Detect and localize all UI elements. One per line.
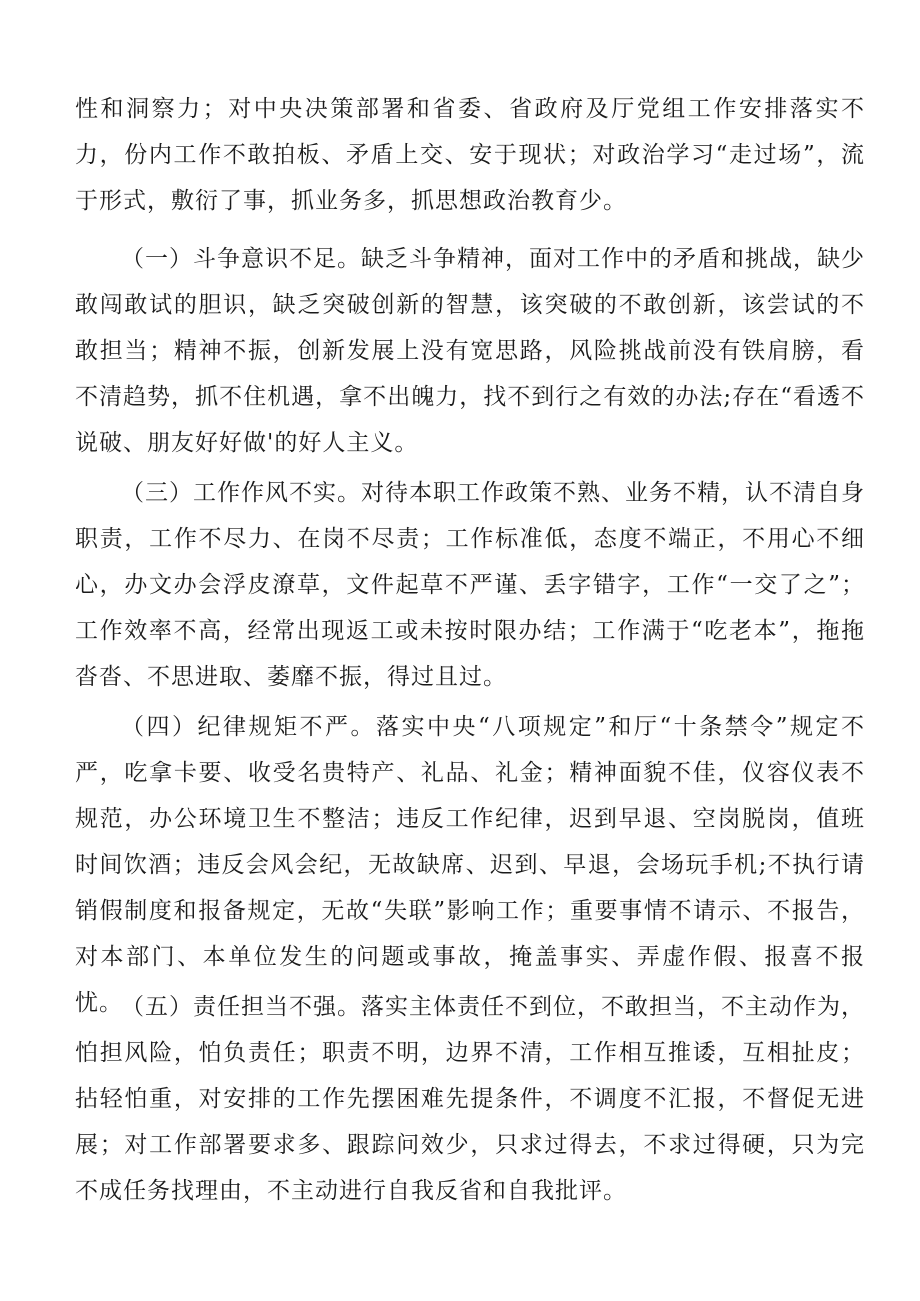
paragraph-responsibility: （五）责任担当不强。落实主体责任不到位，不敢担当，不主动作为，怕担风险，怕负责任；职责不明，边界不清，工作相互推诿，互相扯皮；拈轻怕重，对安排的工作先摆困难先提条件，不调度不汇报，不督促无进展；对工作部署要求多、跟踪问效少，只求过得去，不求过得硬，只为完不成任务找理由，不主动进行自我反省和自我批评。 <box>75 994 865 1204</box>
paragraph-continued-intro: 性和洞察力；对中央决策部署和省委、省政府及厅党组工作安排落实不力，份内工作不敢拍板、矛盾上交、安于现状；对政治学习“走过场”，流于形式，敷衍了事，抓业务多，抓思想政治教育少。 <box>75 96 865 214</box>
paragraph-discipline: （四）纪律规矩不严。落实中央“八项规定”和厅“十条禁令”规定不严，吃拿卡要、收受名贵特产、礼品、礼金；精神面貌不佳，仪容仪表不规范，办公环境卫生不整洁；违反工作纪律，迟到早退、空岗脱岗，值班时间饮酒；违反会风会纪，无故缺席、迟到、早退，会场玩手机;不执行请销假制度和报备规定，无故“失联”影响工作；重要事情不请示、不报告，对本部门、本单位发生的问题或事故，掩盖事实、弄虚作假、报喜不报忧。 <box>75 714 865 1016</box>
paragraph-struggle-awareness: （一）斗争意识不足。缺乏斗争精神，面对工作中的矛盾和挑战，缺少敢闯敢试的胆识，缺乏突破创新的智慧，该突破的不敢创新，该尝试的不敢担当；精神不振，创新发展上没有宽思路，风险挑战前没有铁肩膀，看不清趋势，抓不住机遇，拿不出魄力，找不到行之有效的办法;存在“看透不说破、朋友好好做'的好人主义。 <box>75 246 865 456</box>
paragraph-work-style: （三）工作作风不实。对待本职工作政策不熟、业务不精，认不清自身职责，工作不尽力、在岗不尽责；工作标准低，态度不端正，不用心不细心，办文办会浮皮潦草，文件起草不严谨、丢字错字，工作“一交了之”；工作效率不高，经常出现返工或未按时限办结；工作满于“吃老本”，拖拖沓沓、不思进取、萎靡不振，得过且过。 <box>75 480 865 690</box>
